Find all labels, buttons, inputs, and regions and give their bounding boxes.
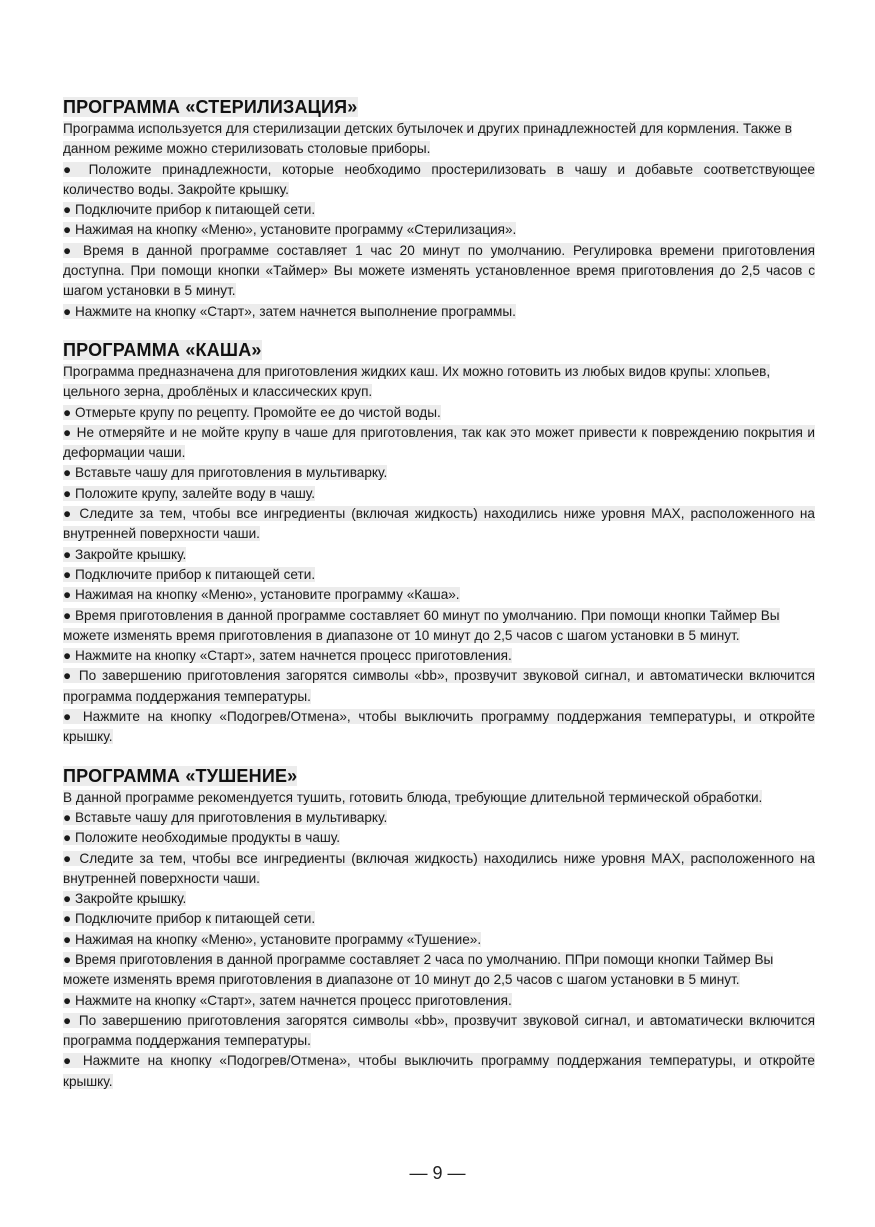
instruction-item: ● Нажмите на кнопку «Подогрев/Отмена», чтобы выключить программу поддержания температуры, и откройте крышку. (63, 1053, 815, 1089)
instruction-item: ● Положите необходимые продукты в чашу. (63, 830, 340, 846)
instruction-item: ● Подключите прибор к питающей сети. (63, 566, 316, 582)
instruction-item: ● Закройте крышку. (63, 546, 187, 562)
page-number: — 9 — (409, 1163, 466, 1183)
intro-paragraph: Программа используется для стерилизации детских бутылочек и других принадлежностей для кормления. Также в данном режиме можно стерилизовать столовые приборы. (63, 121, 792, 157)
instruction-item: ● Положите принадлежности, которые необходимо простерилизовать в чашу и добавьте соответствующее количество воды. Закройте крышку. (63, 161, 815, 197)
instruction-item: ● Нажмите на кнопку «Старт», затем начнется процесс приготовления. (63, 992, 512, 1008)
intro-paragraph: Программа предназначена для приготовления жидких каш. Их можно готовить из любых видов крупы: хлопьев, цельного зерна, дроблёных и классических круп. (63, 363, 771, 400)
instruction-item: ● Вставьте чашу для приготовления в мультиварку. (63, 809, 388, 825)
instruction-item: ● По завершению приготовления загорятся символы «bb», прозвучит звуковой сигнал, и автоматически включится программа поддержания температуры. (63, 668, 815, 704)
instruction-item: ● Нажмите на кнопку «Старт», затем начнется выполнение программы. (63, 303, 516, 319)
section-title: ПРОГРАММА «КАША» (63, 339, 262, 360)
instruction-item: ● Нажимая на кнопку «Меню», установите программу «Каша». (63, 587, 460, 603)
instruction-item: ● Время приготовления в данной программе составляет 2 часа по умолчанию. ППри помощи кнопки Таймер Вы можете изменять время приготовления в диапазоне от 10 минут до 2,5 часов с шагом установки в 5 минут. (63, 951, 774, 988)
instruction-item: ● Время приготовления в данной программе составляет 60 минут по умолчанию. При помощи кнопки Таймер Вы можете изменять время приготовления в диапазоне от 10 минут до 2,5 часов с шагом установки в 5 минут. (63, 607, 780, 643)
instruction-item: ● Следите за тем, чтобы все ингредиенты (включая жидкость) находились ниже уровня MAX, расположенного на внутренней поверхности чаши. (63, 850, 815, 886)
instruction-item: ● Нажимая на кнопку «Меню», установите программу «Тушение». (63, 931, 482, 947)
intro-paragraph: В данной программе рекомендуется тушить, готовить блюда, требующие длительной термической обработки. (63, 789, 763, 805)
instruction-item: ● Отмерьте крупу по рецепту. Промойте ее до чистой воды. (63, 404, 441, 420)
instruction-item: ● Время в данной программе составляет 1 час 20 минут по умолчанию. Регулировка времени приготовления доступна. При помощи кнопки «Таймер» Вы можете изменять установленное время приготовления до 2,5 часов с шагом установки в 5 минут. (63, 242, 815, 299)
section-title: ПРОГРАММА «СТЕРИЛИЗАЦИЯ» (63, 97, 358, 117)
manual-page (63, 96, 815, 1109)
section-sterilization (63, 96, 815, 322)
instruction-item: ● Подключите прибор к питающей сети. (63, 202, 316, 218)
section-stewing (63, 765, 815, 1092)
instruction-item: ● По завершению приготовления загорятся символы «bb», прозвучит звуковой сигнал, и автоматически включится программа поддержания температуры. (63, 1012, 815, 1049)
instruction-item: ● Нажимая на кнопку «Меню», установите программу «Стерилизация». (63, 222, 517, 238)
instruction-item: ● Подключите прибор к питающей сети. (63, 911, 316, 927)
instruction-item: ● Закройте крышку. (63, 891, 187, 907)
instruction-item: ● Нажмите на кнопку «Старт», затем начнется процесс приготовления. (63, 648, 512, 664)
instruction-item: ● Не отмеряйте и не мойте крупу в чаше для приготовления, так как это может привести к повреждению покрытия и деформации чаши. (63, 424, 815, 461)
instruction-item: ● Нажмите на кнопку «Подогрев/Отмена», чтобы выключить программу поддержания температуры, и откройте крышку. (63, 709, 815, 745)
instruction-item: ● Вставьте чашу для приготовления в мультиварку. (63, 465, 388, 481)
section-title: ПРОГРАММА «ТУШЕНИЕ» (63, 765, 298, 786)
section-porridge (63, 339, 815, 748)
instruction-item: ● Положите крупу, залейте воду в чашу. (63, 485, 315, 501)
instruction-item: ● Следите за тем, чтобы все ингредиенты (включая жидкость) находились ниже уровня MAX, расположенного на внутренней поверхности чаши. (63, 506, 815, 542)
